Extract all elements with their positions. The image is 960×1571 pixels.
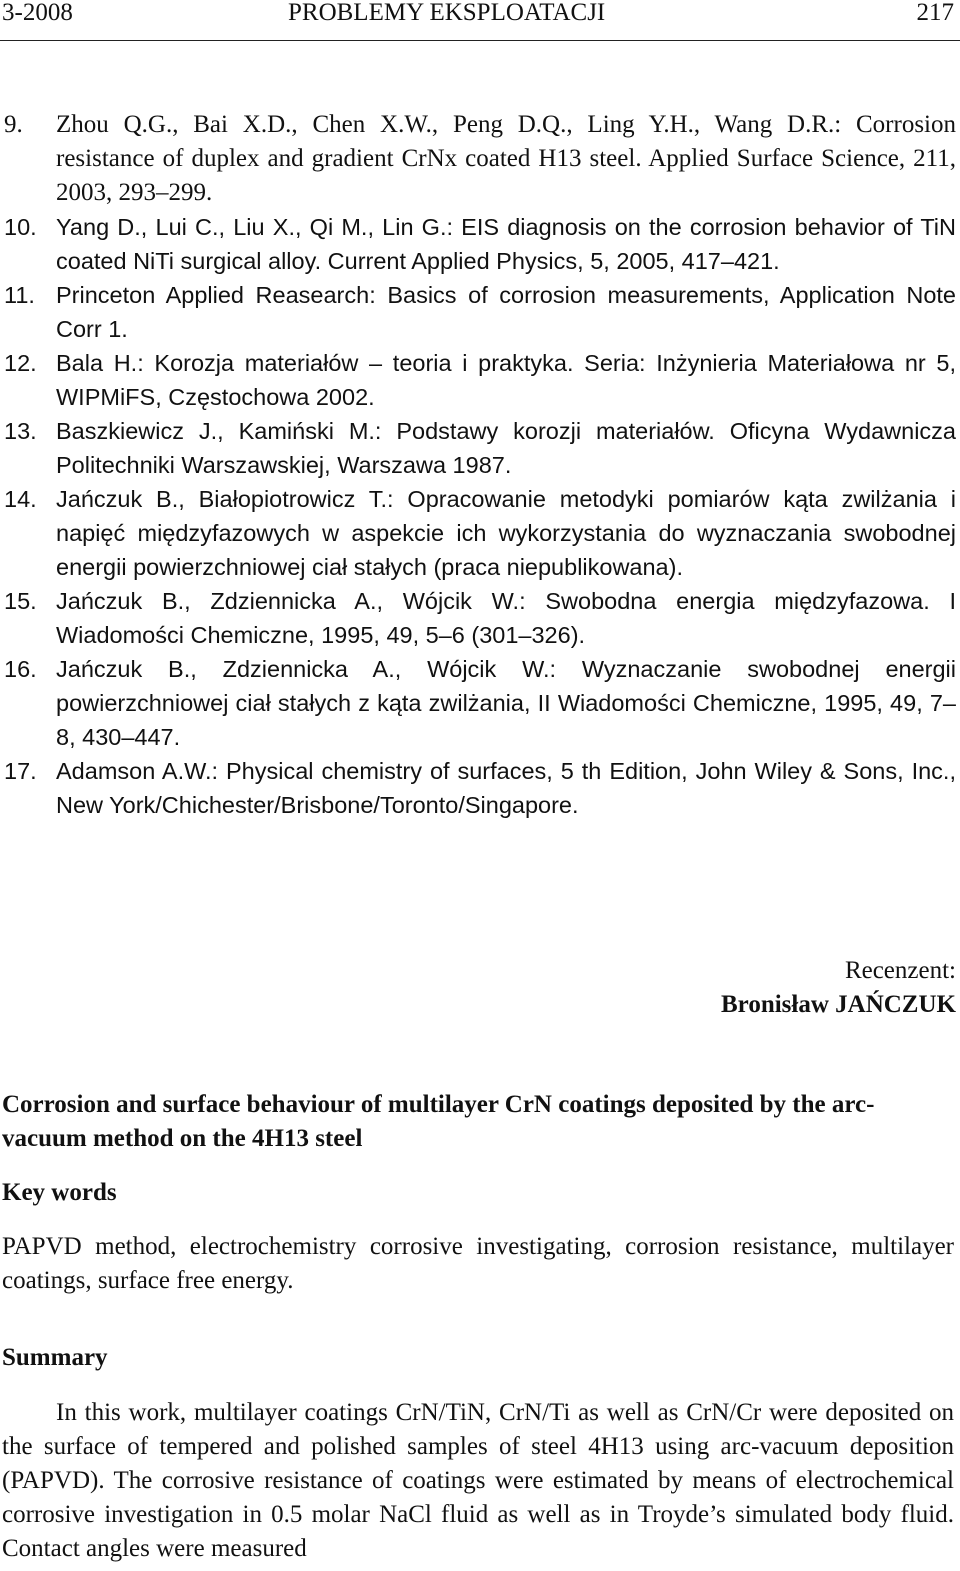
reference-number: 17.: [4, 758, 37, 784]
reference-item: [0, 652, 956, 754]
reference-item: [0, 108, 956, 210]
running-header: [0, 0, 960, 41]
reference-number: 9.: [4, 111, 23, 138]
reference-text: Baszkiewicz J., Kamiński M.: Podstawy korozji materiałów. Oficyna Wydawnicza Politechniki Warszawskiej, Warszawa 1987.: [56, 418, 956, 478]
reviewer-block: [721, 954, 956, 1022]
reference-item: [0, 346, 956, 414]
reference-number: 13.: [4, 418, 37, 444]
journal-issue: 3-2008: [2, 0, 73, 26]
reference-text: Jańczuk B., Zdziennicka A., Wójcik W.: Swobodna energia międzyfazowa. I Wiadomości Chemiczne, 1995, 49, 5–6 (301–326).: [56, 588, 956, 648]
summary-text: In this work, multilayer coatings CrN/TiN, CrN/Ti as well as CrN/Cr were deposited on the surface of tempered and polished samples of steel 4H13 using arc-vacuum deposition (PAPVD). The corrosive resistance of coatings were estimated by means of electrochemical corrosive investigation in 0.5 molar NaCl fluid as well as in Troyde’s simulated body fluid. Contact angles were measured: [2, 1399, 954, 1562]
page-number: 217: [916, 0, 954, 26]
reference-text: Jańczuk B., Białopiotrowicz T.: Opracowanie metodyki pomiarów kąta zwilżania i napięć międzyfazowych w aspekcie ich wykorzystania do wyznaczania swobodnej energii powierzchniowej ciał stałych (praca niepublikowana).: [56, 486, 956, 580]
reference-number: 16.: [4, 656, 37, 682]
reference-number: 10.: [4, 214, 37, 240]
reference-item: [0, 584, 956, 652]
keywords-heading: Key words: [2, 1179, 117, 1206]
journal-name: PROBLEMY EKSPLOATACJI: [288, 0, 606, 26]
reference-text: Bala H.: Korozja materiałów – teoria i praktyka. Seria: Inżynieria Materiałowa nr 5, WIPMiFS, Częstochowa 2002.: [56, 350, 956, 410]
reference-item: [0, 278, 956, 346]
reference-item: [0, 210, 956, 278]
reference-number: 15.: [4, 588, 37, 614]
reference-number: 14.: [4, 486, 37, 512]
reference-text: Zhou Q.G., Bai X.D., Chen X.W., Peng D.Q., Ling Y.H., Wang D.R.: Corrosion resistance of duplex and gradient CrNx coated H13 steel. Applied Surface Science, 211, 2003, 293–299.: [56, 111, 956, 206]
reference-item: [0, 482, 956, 584]
summary-heading: Summary: [2, 1344, 108, 1371]
reviewer-name: Bronisław JAŃCZUK: [721, 991, 956, 1018]
reference-number: 12.: [4, 350, 37, 376]
reference-text: Jańczuk B., Zdziennicka A., Wójcik W.: Wyznaczanie swobodnej energii powierzchniowej ciał stałych z kąta zwilżania, II Wiadomości Chemiczne, 1995, 49, 7–8, 430–447.: [56, 656, 956, 750]
reference-text: Princeton Applied Reasearch: Basics of corrosion measurements, Application Note Corr 1.: [56, 282, 956, 342]
reference-item: [0, 414, 956, 482]
keywords-text: PAPVD method, electrochemistry corrosive investigating, corrosion resistance, multilayer coatings, surface free energy.: [2, 1233, 954, 1294]
reference-item: [0, 754, 956, 822]
reference-text: Yang D., Lui C., Liu X., Qi M., Lin G.: EIS diagnosis on the corrosion behavior of TiN coated NiTi surgical alloy. Current Applied Physics, 5, 2005, 417–421.: [56, 214, 956, 274]
reference-number: 11.: [4, 282, 35, 308]
article-title: Corrosion and surface behaviour of multilayer CrN coatings deposited by the arc-vacuum method on the 4H13 steel: [2, 1091, 875, 1152]
reference-list: [0, 108, 956, 822]
reviewer-label: Recenzent:: [844, 957, 956, 984]
reference-text: Adamson A.W.: Physical chemistry of surfaces, 5 th Edition, John Wiley & Sons, Inc., New York/Chichester/Brisbone/Toronto/Singapore.: [56, 758, 956, 818]
